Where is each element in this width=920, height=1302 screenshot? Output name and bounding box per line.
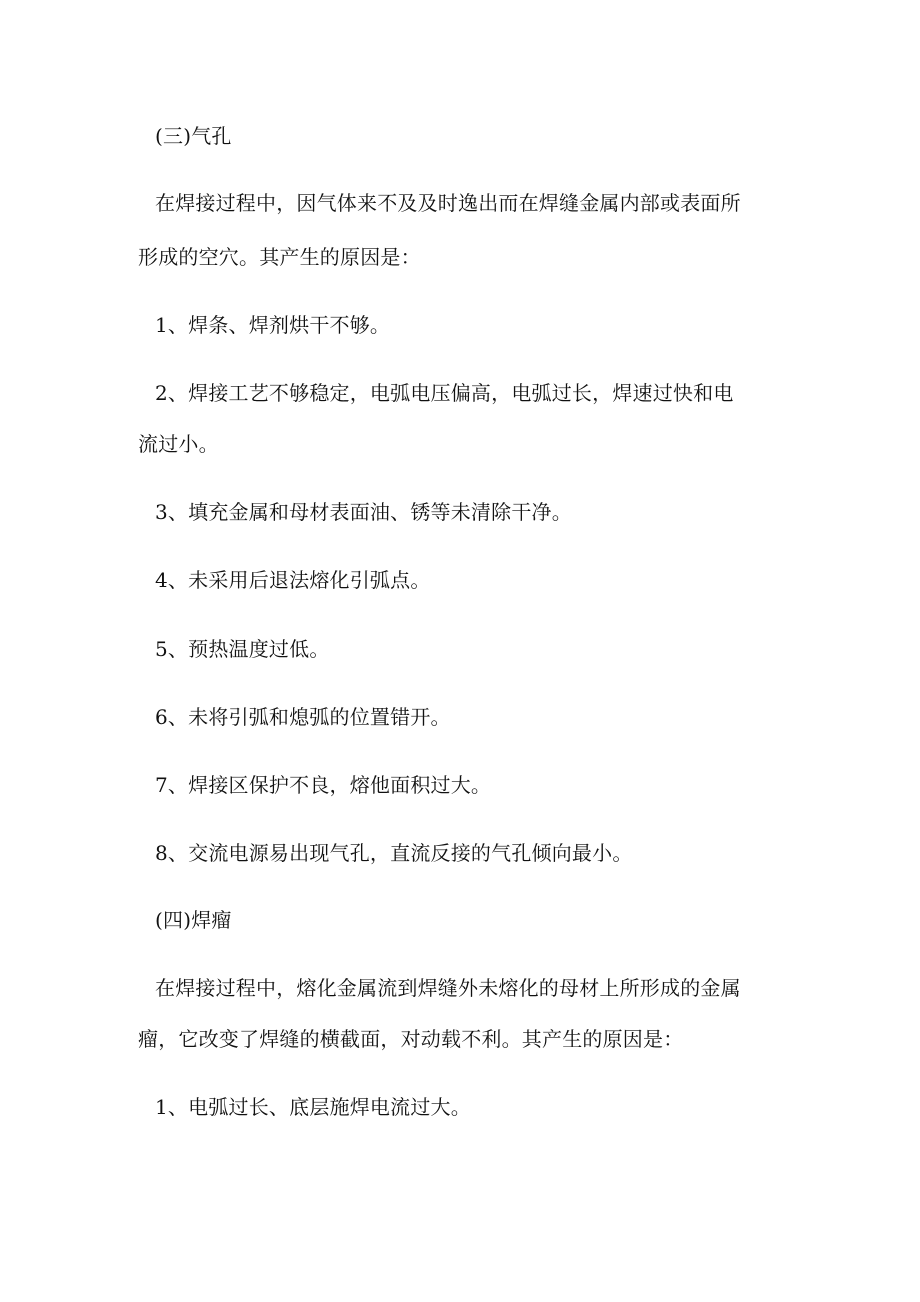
porosity-cause-8: 8、交流电源易出现气孔，直流反接的气孔倾向最小。 (155, 841, 633, 865)
porosity-cause-6: 6、未将引弧和熄弧的位置错开。 (155, 705, 451, 729)
section-heading-overlap: (四)焊瘤 (155, 908, 232, 932)
porosity-cause-1: 1、焊条、焊剂烘干不够。 (155, 313, 391, 337)
section-heading-porosity: (三)气孔 (155, 124, 232, 148)
porosity-cause-5: 5、预热温度过低。 (155, 637, 330, 661)
porosity-intro-line-1: 在焊接过程中，因气体来不及及时逸出而在焊缝金属内部或表面所 (155, 191, 741, 215)
overlap-intro-line-1: 在焊接过程中，熔化金属流到焊缝外未熔化的母材上所形成的金属 (155, 976, 741, 1000)
porosity-cause-2-line-1: 2、焊接工艺不够稳定，电弧电压偏高，电弧过长，焊速过快和电 (155, 381, 734, 405)
porosity-cause-7: 7、焊接区保护不良，熔他面积过大。 (155, 773, 492, 797)
porosity-cause-3: 3、填充金属和母材表面油、锈等未清除干净。 (155, 500, 572, 524)
overlap-cause-1: 1、电弧过长、底层施焊电流过大。 (155, 1095, 471, 1119)
porosity-intro-line-2: 形成的空穴。其产生的原因是： (138, 245, 421, 269)
porosity-cause-2-line-2: 流过小。 (138, 432, 219, 456)
porosity-cause-4: 4、未采用后退法熔化引弧点。 (155, 568, 431, 592)
overlap-intro-line-2: 瘤，它改变了焊缝的横截面，对动载不利。其产生的原因是： (138, 1027, 684, 1051)
